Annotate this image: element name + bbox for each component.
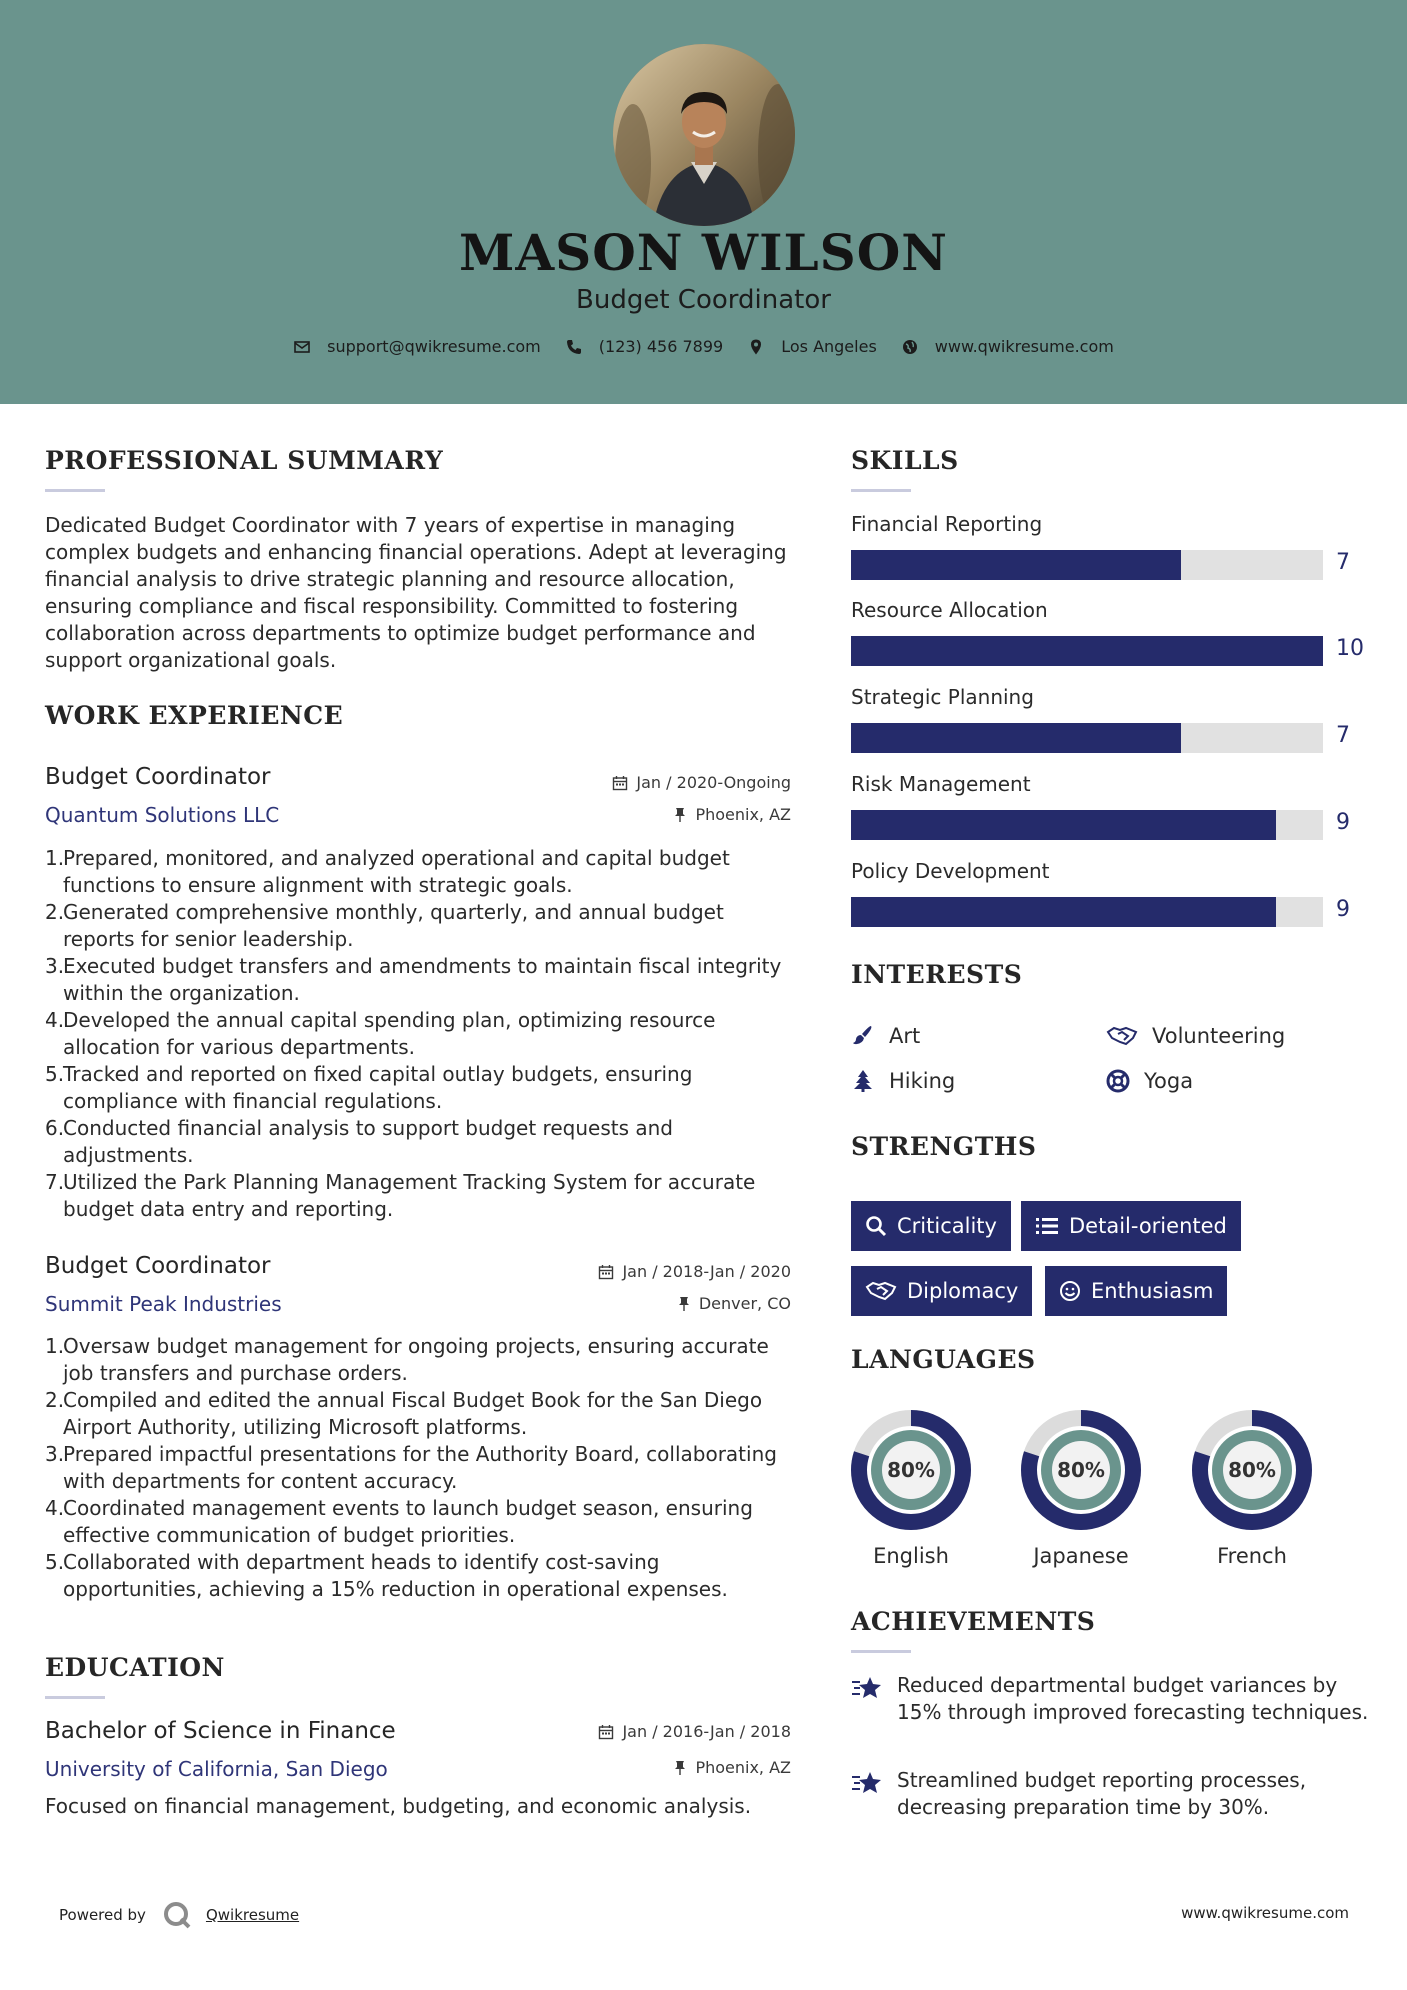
- job-2-bullets: [45, 1333, 800, 1603]
- smile-icon: [1059, 1280, 1081, 1302]
- paintbrush-icon: [851, 1024, 875, 1048]
- strength-label: Diplomacy: [907, 1279, 1019, 1303]
- skill-value: 7: [1336, 550, 1350, 575]
- job-2-dates-text: Jan / 2018-Jan / 2020: [622, 1262, 791, 1281]
- globe-icon: [901, 338, 919, 356]
- skill-label: Financial Reporting: [851, 512, 1043, 536]
- education-dates-text: Jan / 2016-Jan / 2018: [622, 1722, 791, 1741]
- list-item: Coordinated management events to launch budget season, ensuring effective communication of budget priorities.: [63, 1496, 753, 1547]
- education-rule: [45, 1696, 105, 1699]
- interest-yoga: [1106, 1069, 1193, 1093]
- skill-bar-track: [851, 550, 1323, 580]
- list-item: Compiled and edited the annual Fiscal Budget Book for the San Diego Airport Authority, utilizing Microsoft platforms.: [63, 1388, 763, 1439]
- list-item: Prepared, monitored, and analyzed operational and capital budget functions to ensure alignment with strategic goals.: [63, 846, 730, 897]
- degree-title: Bachelor of Science in Finance: [45, 1718, 396, 1744]
- job-1-location-text: Phoenix, AZ: [695, 805, 791, 824]
- skill-bar-track: [851, 723, 1323, 753]
- summary-rule: [45, 489, 105, 492]
- job-2-location: [500, 1294, 791, 1313]
- contact-email[interactable]: [293, 337, 541, 356]
- contact-bar: [0, 337, 1407, 356]
- list-item: Utilized the Park Planning Management Tracking System for accurate budget data entry and reporting.: [63, 1170, 756, 1221]
- interests-heading: INTERESTS: [851, 960, 1023, 989]
- interest-label: Hiking: [889, 1069, 956, 1093]
- star-award-icon: [851, 1769, 883, 1797]
- lifering-icon: [1106, 1069, 1130, 1093]
- list-icon: [1035, 1215, 1059, 1237]
- interest-label: Volunteering: [1152, 1024, 1286, 1048]
- achievements-heading: ACHIEVEMENTS: [851, 1607, 1096, 1636]
- list-item: Generated comprehensive monthly, quarterly, and annual budget reports for senior leadership.: [63, 900, 724, 951]
- candidate-name: MASON WILSON: [459, 223, 948, 282]
- phone-text: (123) 456 7899: [598, 337, 724, 356]
- skill-bar-track: [851, 636, 1323, 666]
- languages-heading: LANGUAGES: [851, 1345, 1036, 1374]
- phone-icon: [565, 338, 583, 356]
- education-dates: [500, 1722, 791, 1741]
- job-1-location: [500, 805, 791, 824]
- education-description: Focused on financial management, budgeting, and economic analysis.: [45, 1794, 752, 1818]
- list-item: Collaborated with department heads to identify cost-saving opportunities, achieving a 15% reduction in operational expenses.: [63, 1550, 728, 1601]
- job-1-bullets: [45, 845, 800, 1223]
- list-item: Conducted financial analysis to support budget requests and adjustments.: [63, 1116, 673, 1167]
- location-text: Los Angeles: [781, 337, 877, 356]
- language-percent: 80%: [887, 1458, 935, 1482]
- list-item: Developed the annual capital spending plan, optimizing resource allocation for various departments.: [63, 1008, 716, 1059]
- interest-label: Art: [889, 1024, 921, 1048]
- map-pin-icon: [747, 338, 765, 356]
- strengths-heading: STRENGTHS: [851, 1132, 1037, 1161]
- skill-bar-fill: [851, 897, 1276, 927]
- interest-label: Yoga: [1144, 1069, 1194, 1093]
- handshake-icon: [1106, 1024, 1138, 1048]
- skill-value: 7: [1336, 723, 1350, 748]
- contact-location: [747, 337, 877, 356]
- strength-label: Detail-oriented: [1069, 1214, 1227, 1238]
- contact-phone[interactable]: [565, 337, 723, 356]
- handshake-icon: [865, 1280, 897, 1302]
- job-2-company: Summit Peak Industries: [45, 1292, 282, 1316]
- summary-text: Dedicated Budget Coordinator with 7 years of expertise in managing complex budgets and enhancing financial operations. Adept at leveraging financial analysis to drive strategic planning and resource allocation, ensuring compliance and fiscal responsibility. Committed to fostering collaboration across departments to optimize budget performance and support organizational goals.: [45, 513, 787, 672]
- job-1-title: Budget Coordinator: [45, 764, 271, 790]
- job-2-dates: [500, 1262, 791, 1281]
- education-location: [500, 1758, 791, 1777]
- language-name: French: [1217, 1544, 1287, 1568]
- skill-value: 9: [1336, 897, 1350, 922]
- star-award-icon: [851, 1674, 883, 1702]
- contact-website[interactable]: [901, 337, 1114, 356]
- pushpin-icon: [673, 1760, 687, 1776]
- skill-label: Policy Development: [851, 859, 1050, 883]
- list-item: Tracked and reported on fixed capital outlay budgets, ensuring compliance with financial regulations.: [63, 1062, 693, 1113]
- list-item: Oversaw budget management for ongoing projects, ensuring accurate job transfers and purchase orders.: [63, 1334, 769, 1385]
- summary-heading: PROFESSIONAL SUMMARY: [45, 446, 444, 475]
- school-name: University of California, San Diego: [45, 1757, 388, 1781]
- brand-link[interactable]: Qwikresume: [205, 1906, 300, 1924]
- language-name: English: [873, 1544, 949, 1568]
- achievement-item: [851, 1767, 1371, 1821]
- calendar-icon: [598, 1264, 614, 1280]
- strength-chip-detail-oriented: [1021, 1201, 1241, 1251]
- language-ring: [1019, 1408, 1143, 1532]
- achievement-text: Reduced departmental budget variances by 15% through improved forecasting techniques.: [897, 1673, 1369, 1724]
- candidate-title: Budget Coordinator: [576, 285, 831, 315]
- list-item: Prepared impactful presentations for the Authority Board, collaborating with departments for content accuracy.: [63, 1442, 777, 1493]
- skill-label: Risk Management: [851, 772, 1031, 796]
- language-percent: 80%: [1057, 1458, 1105, 1482]
- skill-bar-track: [851, 897, 1323, 927]
- achievement-item: [851, 1672, 1371, 1726]
- strength-chip-enthusiasm: [1045, 1266, 1227, 1316]
- skill-value: 9: [1336, 810, 1350, 835]
- skill-bar-fill: [851, 723, 1181, 753]
- envelope-icon: [293, 338, 311, 356]
- job-1-company: Quantum Solutions LLC: [45, 803, 280, 827]
- qwikresume-logo-icon: [162, 1900, 192, 1930]
- calendar-icon: [598, 1724, 614, 1740]
- email-text: support@qwikresume.com: [327, 337, 541, 356]
- skill-bar-fill: [851, 550, 1181, 580]
- strength-chip-criticality: [851, 1201, 1011, 1251]
- calendar-icon: [612, 775, 628, 791]
- profile-photo: [613, 44, 795, 226]
- interest-hiking: [851, 1069, 955, 1093]
- experience-heading: WORK EXPERIENCE: [45, 701, 344, 730]
- powered-by-label: Powered by: [59, 1906, 146, 1924]
- language-ring: [849, 1408, 973, 1532]
- pushpin-icon: [677, 1296, 691, 1312]
- skills-heading: SKILLS: [851, 446, 959, 475]
- skill-label: Strategic Planning: [851, 685, 1034, 709]
- strength-chip-diplomacy: [851, 1266, 1032, 1316]
- website-text: www.qwikresume.com: [934, 337, 1114, 356]
- job-1-dates-text: Jan / 2020-Ongoing: [636, 773, 791, 792]
- header-band: [0, 0, 1407, 404]
- language-ring: [1190, 1408, 1314, 1532]
- list-item: Executed budget transfers and amendments to maintain fiscal integrity within the organization.: [63, 954, 782, 1005]
- achievement-text: Streamlined budget reporting processes, decreasing preparation time by 30%.: [897, 1768, 1307, 1819]
- pushpin-icon: [673, 807, 687, 823]
- skills-rule: [851, 489, 911, 492]
- footer-powered-by: [59, 1900, 299, 1930]
- achievements-rule: [851, 1650, 911, 1653]
- tree-icon: [851, 1069, 875, 1093]
- skill-bar-fill: [851, 810, 1276, 840]
- interest-volunteering: [1106, 1024, 1285, 1048]
- skill-bar-track: [851, 810, 1323, 840]
- job-2-location-text: Denver, CO: [698, 1294, 791, 1313]
- education-heading: EDUCATION: [45, 1653, 225, 1682]
- language-name: Japanese: [1033, 1544, 1129, 1568]
- footer-url[interactable]: www.qwikresume.com: [1181, 1904, 1349, 1922]
- language-percent: 80%: [1228, 1458, 1276, 1482]
- skill-label: Resource Allocation: [851, 598, 1048, 622]
- skill-value: 10: [1336, 636, 1364, 661]
- search-icon: [865, 1215, 887, 1237]
- strength-label: Enthusiasm: [1091, 1279, 1214, 1303]
- education-location-text: Phoenix, AZ: [695, 1758, 791, 1777]
- job-2-title: Budget Coordinator: [45, 1253, 271, 1279]
- skill-bar-fill: [851, 636, 1323, 666]
- strength-label: Criticality: [897, 1214, 997, 1238]
- interest-art: [851, 1024, 920, 1048]
- job-1-dates: [500, 773, 791, 792]
